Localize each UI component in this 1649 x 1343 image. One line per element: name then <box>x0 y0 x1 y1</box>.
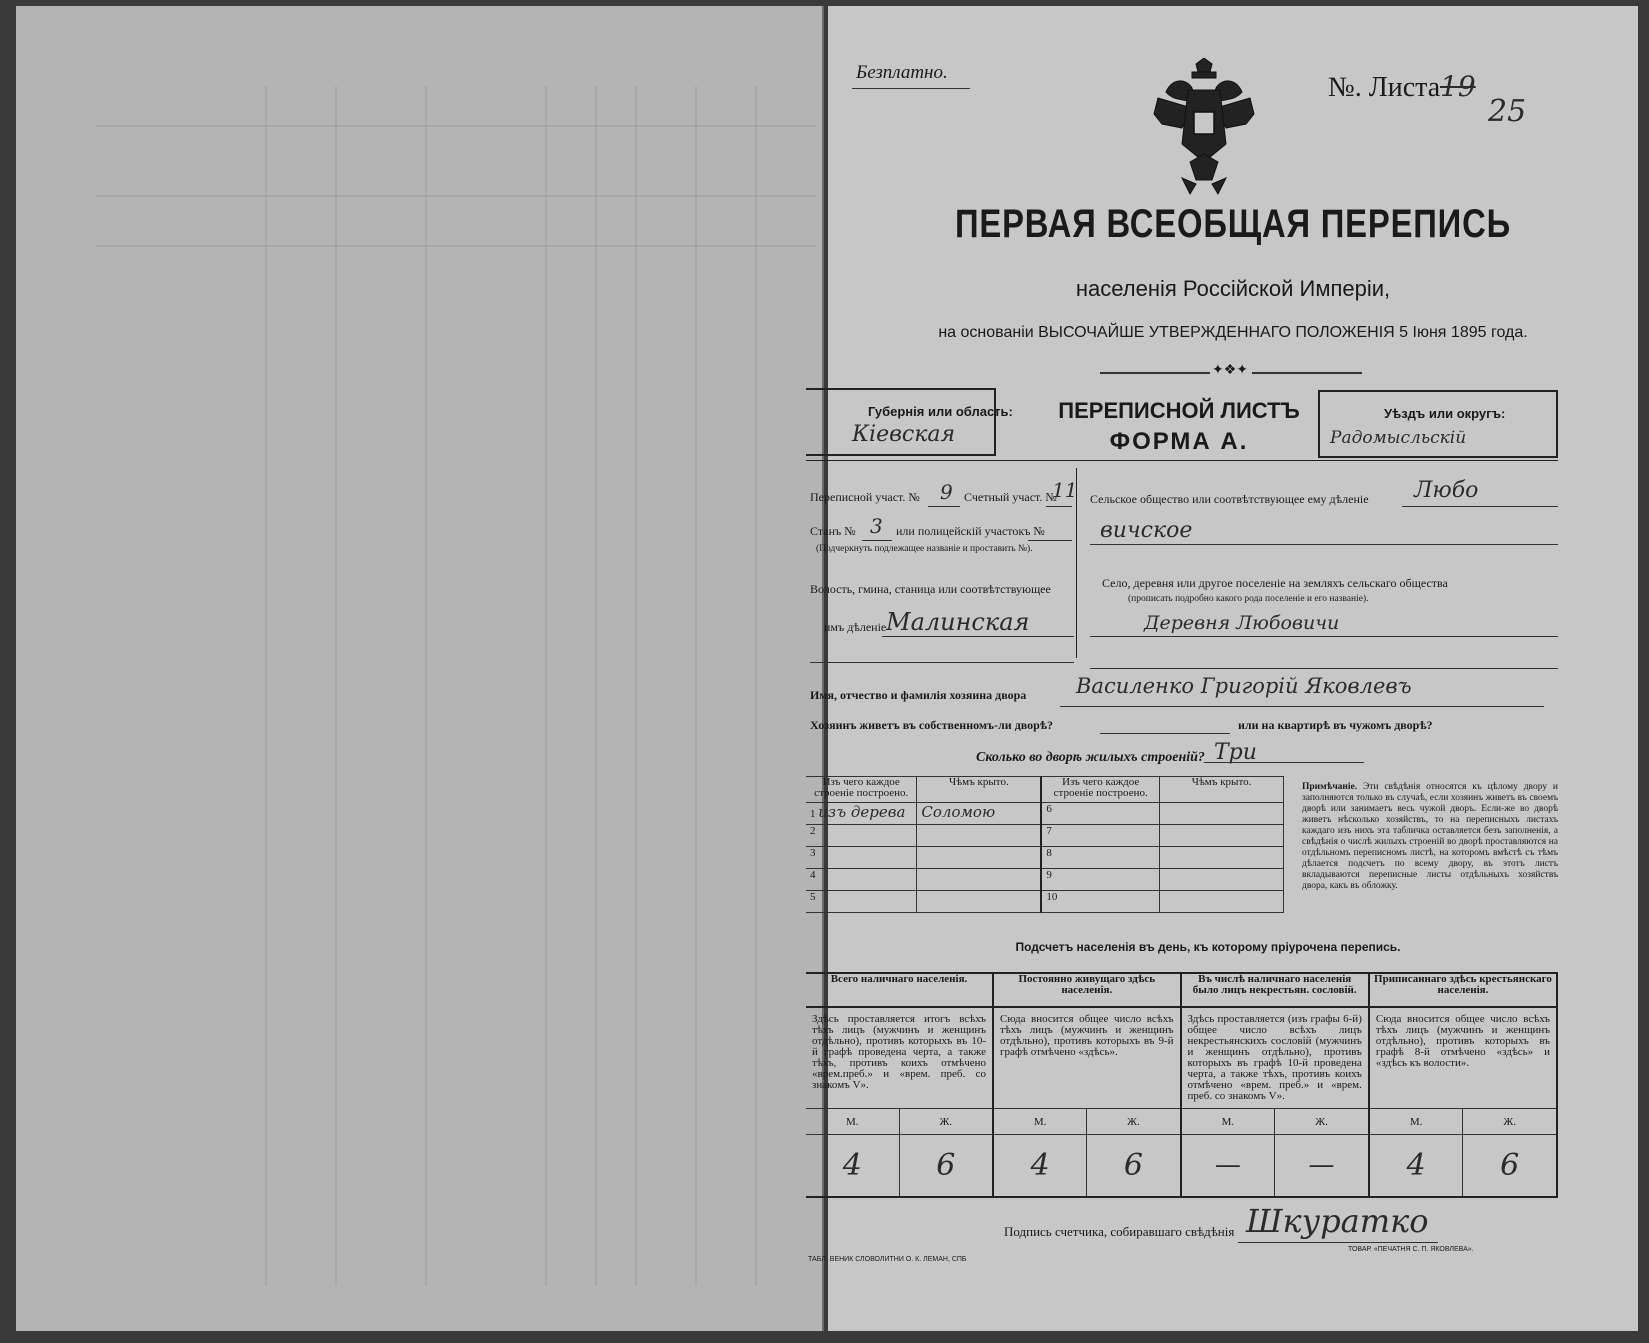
sheet-no-handwritten: 19 <box>1440 70 1476 103</box>
count-col-3-header: Въ числѣ наличнаго населенія было лицъ некрестьян. сословій. <box>1181 973 1369 1007</box>
roof-value-8 <box>1160 847 1284 869</box>
uezd-value: Радомысльскій <box>1330 428 1467 448</box>
free-label: Безплатно. <box>856 62 948 83</box>
note-block <box>1302 782 1558 892</box>
building-row-9 <box>1041 869 1159 891</box>
signature-label: Подпись счетчика, собиравшаго свѣдѣнія <box>1004 1224 1235 1239</box>
gubernia-label: Губернія или область: <box>868 404 1013 419</box>
society-label: Сельское общество или соотвѣтствующее ему дѣленіе <box>1090 492 1369 506</box>
count-col-4-desc: Сюда вносится общее число всѣхъ тѣхъ лицъ (мужчинъ и женщинъ отдѣльно), противъ которыхъ въ графѣ 8-й отмѣчено «здѣсь» и «здѣсь къ волости». <box>1369 1007 1557 1109</box>
village-note: (прописать подробно какого рода поселеніе и его названіе). <box>1128 594 1369 604</box>
sheet-no-corrected: 25 <box>1488 94 1527 129</box>
building-row-7 <box>1041 825 1159 847</box>
society-line-2 <box>1090 544 1558 545</box>
building-row-10 <box>1041 891 1159 913</box>
roof-value-9 <box>1160 869 1284 891</box>
building-row-1 <box>806 803 917 825</box>
village-value: Деревня Любовичи <box>1144 612 1340 634</box>
roof-value-10 <box>1160 891 1284 913</box>
main-title: ПЕРВАЯ ВСЕОБЩАЯ ПЕРЕПИСЬ <box>955 202 1511 246</box>
census-area-line <box>928 506 960 507</box>
signature-line <box>1238 1242 1438 1243</box>
roof-value-2 <box>917 825 1041 847</box>
material-header-2: Изъ чего каждое строеніе построено. <box>1041 777 1159 803</box>
stan-value: 3 <box>870 514 883 538</box>
ornament-line-left <box>1100 372 1210 374</box>
roof-header: Чѣмъ крыто. <box>917 777 1041 803</box>
footer-left-print: ТАБЛ. ВЕНИК СЛОВОЛИТНИ О. К. ЛЕМАН, СПБ <box>808 1256 967 1263</box>
m-value-2: 4 <box>993 1135 1087 1197</box>
form-title-line2: ФОРМА А. <box>1109 428 1249 455</box>
row-number: 1 <box>810 808 816 820</box>
owner-name-label: Имя, отчество и фамилія хозяина двора <box>810 688 1027 702</box>
count-col-1-desc: Здѣсь проставляется итогъ всѣхъ тѣхъ лицъ (мужчинъ и женщинъ отдѣльно), противъ которыхъ въ 10-й графѣ проведена черта, а также тѣхъ, противъ коихъ отмѣчено «врем.преб.» и «врем. преб. со знакомъ V». <box>806 1007 993 1109</box>
m-header-3: М. <box>1181 1109 1275 1135</box>
population-count-table <box>806 972 1558 1198</box>
owner-name-line <box>1060 706 1544 707</box>
count-col-2-desc: Сюда вносится общее число всѣхъ тѣхъ лицъ (мужчинъ и женщинъ отдѣльно), противъ которыхъ въ 9-й графѣ отмѣчено «здѣсь». <box>993 1007 1181 1109</box>
roof-value-6 <box>1160 803 1284 825</box>
bleed-through-grid <box>96 86 816 1286</box>
f-value-3: — <box>1275 1135 1369 1197</box>
roof-value-3 <box>917 847 1041 869</box>
volost-line-2 <box>810 662 1074 663</box>
rented-label: или на квартирѣ въ чужомъ дворѣ? <box>1238 718 1433 732</box>
own-yard-line <box>1100 733 1230 734</box>
building-row-8 <box>1041 847 1159 869</box>
free-underline <box>852 88 970 89</box>
basis-line: на основаніи ВЫСОЧАЙШЕ УТВЕРЖДЕННАГО ПОЛОЖЕНІЯ 5 Іюня 1895 года. <box>938 324 1528 341</box>
village-line-1 <box>1090 636 1558 637</box>
ornament-icon: ✦❖✦ <box>1212 363 1249 378</box>
count-col-1-header: Всего наличнаго населенія. <box>806 973 993 1007</box>
village-label: Село, деревня или другое поселеніе на земляхъ сельскаго общества <box>1102 576 1448 590</box>
imperial-eagle-emblem-icon <box>1152 58 1256 196</box>
roof-value-4 <box>917 869 1041 891</box>
m-value-3: — <box>1181 1135 1275 1197</box>
volost-label-2: имъ дѣленіе <box>824 620 887 634</box>
f-header-4: Ж. <box>1463 1109 1557 1135</box>
stan-line <box>862 540 892 541</box>
material-value: изъ дерева <box>818 803 906 821</box>
roof-value-1: Соломою <box>917 803 1041 825</box>
police-line <box>1028 540 1072 541</box>
volost-value: Малинская <box>886 608 1030 636</box>
buildings-table <box>806 776 1284 913</box>
gubernia-value: Кіевская <box>852 422 956 447</box>
police-label: или полицейскій участокъ № <box>896 524 1045 538</box>
roof-header-2: Чѣмъ крыто. <box>1160 777 1284 803</box>
row-number: 3 <box>810 847 816 859</box>
buildings-line <box>1204 762 1364 763</box>
m-value-1: 4 <box>806 1135 899 1197</box>
census-form-page <box>808 6 1638 1331</box>
sub-title: населенія Россійской Имперіи, <box>1075 276 1391 301</box>
count-col-2-header: Постоянно живущаго здѣсь населенія. <box>993 973 1181 1007</box>
own-yard-label: Хозяинъ живетъ въ собственномъ-ли дворѣ? <box>810 718 1054 732</box>
f-value-1: 6 <box>899 1135 993 1197</box>
building-row-2 <box>806 825 917 847</box>
buildings-label: Сколько во дворѣ жилыхъ строеній? <box>976 750 1205 765</box>
society-value-1: Любо <box>1414 478 1479 503</box>
form-title-line1: ПЕРЕПИСНОЙ ЛИСТЪ <box>1058 398 1300 423</box>
row-number: 7 <box>1046 825 1052 837</box>
volost-line-1 <box>882 636 1074 637</box>
count-area-line <box>1046 506 1072 507</box>
village-line-2 <box>1090 668 1558 669</box>
volost-label-1: Волость, гмина, станица или соотвѣтствующее <box>810 582 1051 596</box>
left-page-blank <box>16 6 824 1331</box>
row-number: 4 <box>810 869 816 881</box>
roof-value-7 <box>1160 825 1284 847</box>
row-number: 5 <box>810 891 816 903</box>
uezd-label: Уѣздъ или округъ: <box>1384 406 1506 421</box>
row-number: 10 <box>1046 891 1058 903</box>
m-value-4: 4 <box>1369 1135 1463 1197</box>
count-title: Подсчетъ населенія въ день, къ которому пріурочена перепись. <box>1015 940 1401 954</box>
ornament-line-right <box>1252 372 1362 374</box>
footer-right-print: ТОВАР. «ПЕЧАТНЯ С. П. ЯКОВЛЕВА». <box>1348 1246 1474 1253</box>
m-header-2: М. <box>993 1109 1087 1135</box>
f-value-4: 6 <box>1463 1135 1557 1197</box>
underline-note: (Подчеркнуть подлежащее названіе и проставить №). <box>816 544 1033 554</box>
f-header-1: Ж. <box>899 1109 993 1135</box>
buildings-value: Три <box>1214 740 1257 765</box>
stan-label: Станъ № <box>810 524 856 538</box>
building-row-6 <box>1041 803 1159 825</box>
f-value-2: 6 <box>1087 1135 1181 1197</box>
row-number: 2 <box>810 825 816 837</box>
society-value-2: вичское <box>1100 518 1193 543</box>
row-number: 8 <box>1046 847 1052 859</box>
building-row-3 <box>806 847 917 869</box>
f-header-3: Ж. <box>1275 1109 1369 1135</box>
sheet-no-label: №. Листа <box>1328 72 1441 103</box>
signature-value: Шкуратко <box>1246 1202 1429 1240</box>
note-text: Эти свѣдѣнія относятся къ цѣлому двору и заполняются только въ случаѣ, если хозяинъ живетъ въ своемъ дворѣ или занимаетъ весь чужой дворъ. Если-же во дворѣ живетъ нѣсколько хозяйствъ, то на переписныхъ листахъ каждаго изъ нихъ эта табличка оставляется безъ заполненія, а свѣдѣнія о числѣ жилыхъ строеній во дворѣ проставляются на отдѣльномъ переписномъ листѣ, на которомъ вмѣстѣ съ тѣмъ дѣлается подсчетъ по всему двору, въ этотъ листъ вкладываются переписные листы отдѣльныхъ хозяйствъ двора, какъ въ обложку. <box>1302 782 1559 891</box>
count-col-4-header: Приписаннаго здѣсь крестьянскаго населенія. <box>1369 973 1557 1007</box>
owner-name-value: Василенко Григорій Яковлевъ <box>1076 674 1412 698</box>
count-col-3-desc: Здѣсь проставляется (изъ графы 6-й) общее число всѣхъ лицъ некрестьянскихъ сословій (мужчинъ и женщинъ отдѣльно), противъ которыхъ въ графѣ 10-й проведена черта, а также тѣхъ, противъ коихъ отмѣчено «врем. преб.» и «врем. преб. со знакомъ V». <box>1181 1007 1369 1109</box>
building-row-5 <box>806 891 917 913</box>
m-header-1: М. <box>806 1109 899 1135</box>
building-row-4 <box>806 869 917 891</box>
society-line-1 <box>1402 506 1558 507</box>
row-number: 6 <box>1046 803 1052 815</box>
note-label: Примѣчаніе. <box>1302 782 1358 792</box>
material-header: Изъ чего каждое строеніе построено. <box>806 777 917 803</box>
roof-value-5 <box>917 891 1041 913</box>
row-number: 9 <box>1046 869 1052 881</box>
census-area-value: 9 <box>940 480 953 504</box>
count-area-label: Счетный участ. № <box>964 490 1057 504</box>
m-header-4: М. <box>1369 1109 1463 1135</box>
census-area-label: Переписной участ. № <box>810 490 920 504</box>
count-area-value: 11 <box>1052 478 1078 502</box>
f-header-2: Ж. <box>1087 1109 1181 1135</box>
